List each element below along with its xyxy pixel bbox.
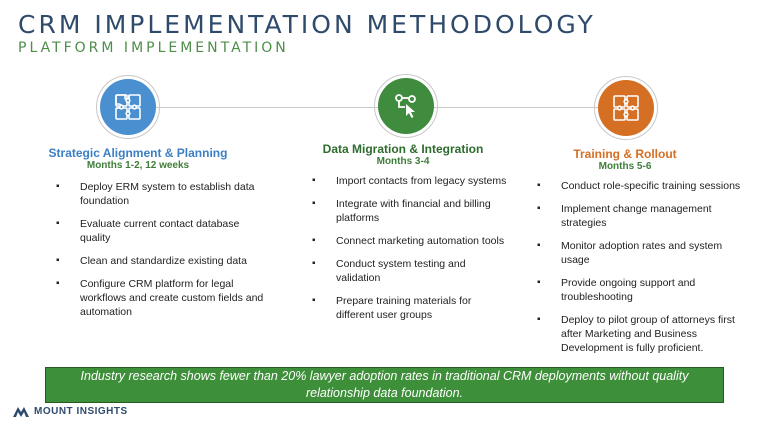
list-item: ▪ Provide ongoing support and troubleshooting bbox=[533, 276, 745, 304]
list-item: ▪ Conduct system testing and validation bbox=[308, 257, 508, 285]
phase-2-task-list bbox=[308, 174, 508, 331]
list-item: ▪ Configure CRM platform for legal workflows and create custom fields and automation bbox=[52, 277, 267, 319]
list-item: ▪ Implement change management strategies bbox=[533, 202, 745, 230]
list-item: ▪ Deploy ERM system to establish data foundation bbox=[52, 180, 267, 208]
phase-2-title: Data Migration & Integration bbox=[322, 142, 484, 156]
list-item: ▪ Prepare training materials for different user groups bbox=[308, 294, 508, 322]
research-banner bbox=[45, 367, 724, 403]
phase-1-duration: Months 1-2, 12 weeks bbox=[86, 160, 190, 171]
page-title: CRM IMPLEMENTATION METHODOLOGY bbox=[18, 10, 596, 39]
list-item: ▪ Evaluate current contact database quality bbox=[52, 217, 267, 245]
list-item: ▪ Connect marketing automation tools bbox=[308, 234, 508, 248]
list-item: ▪ Clean and standardize existing data bbox=[52, 254, 267, 268]
mountain-logo-icon bbox=[13, 405, 29, 417]
brand-logo bbox=[13, 405, 128, 417]
phase-3-circle bbox=[598, 80, 654, 136]
list-item: ▪ Import contacts from legacy systems bbox=[308, 174, 508, 188]
list-item: ▪ Deploy to pilot group of attorneys first after Marketing and Business Development is fully proficient. bbox=[533, 313, 745, 355]
phase-1-circle bbox=[100, 79, 156, 135]
phase-3-duration: Months 5-6 bbox=[598, 161, 652, 172]
banner-text: Industry research shows fewer than 20% lawyer adoption rates in traditional CRM deployments without quality relationship data foundation. bbox=[80, 369, 689, 400]
list-item: ▪ Conduct role-specific training sessions bbox=[533, 179, 745, 193]
phase-1-title: Strategic Alignment & Planning bbox=[48, 146, 228, 160]
page-subtitle: PLATFORM IMPLEMENTATION bbox=[18, 40, 289, 56]
phase-1-task-list bbox=[52, 180, 267, 328]
phase-3-title: Training & Rollout bbox=[573, 147, 677, 161]
phase-3-task-list bbox=[533, 179, 745, 364]
phase-2-circle bbox=[378, 78, 434, 134]
phase-2-duration: Months 3-4 bbox=[376, 156, 430, 167]
brand-name: MOUNT INSIGHTS bbox=[34, 405, 128, 417]
list-item: ▪ Monitor adoption rates and system usage bbox=[533, 239, 745, 267]
list-item: ▪ Integrate with financial and billing platforms bbox=[308, 197, 508, 225]
